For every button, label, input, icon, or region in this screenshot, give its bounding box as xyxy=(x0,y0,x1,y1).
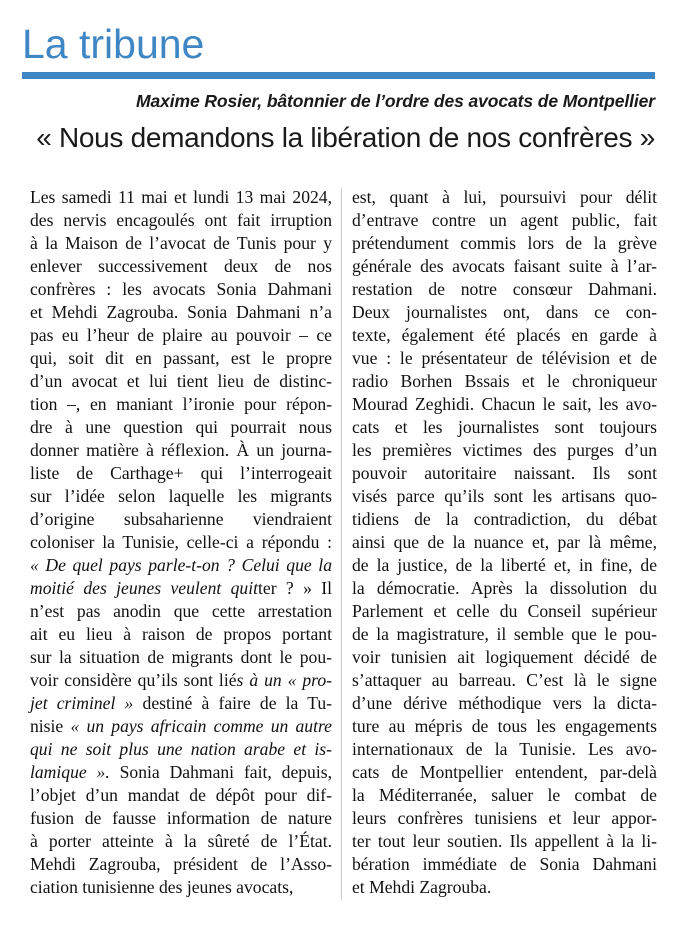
article-line: enlever successivement deux de nos xyxy=(30,256,332,276)
article-line: les premières victimes des purges d’un xyxy=(352,440,657,460)
article-line: radio Borhen Bssais et le chroniqueur xyxy=(352,371,657,391)
article-headline: « Nous demandons la libération de nos confrères » xyxy=(36,122,655,153)
article-line: qui, soit dit en passant, est le propre xyxy=(30,348,332,368)
article-line: tidiens de la contradiction, du débat xyxy=(352,509,657,529)
article-line: générale des avocats faisant suite à l’ar- xyxy=(352,256,657,276)
article-line: d’un avocat et lui tient lieu de distinc- xyxy=(30,371,332,391)
article-line: Mourad Zeghidi. Chacun le sait, les avo- xyxy=(352,394,657,414)
article-line: de la magistrature, il semble que le pou- xyxy=(352,624,657,644)
article-column-right xyxy=(352,186,657,899)
article-line: à la Maison de l’avocat de Tunis pour y xyxy=(30,233,332,253)
article-line: lamique ». Sonia Dahmani fait, depuis, xyxy=(30,762,332,782)
article-line: confrères : les avocats Sonia Dahmani xyxy=(30,279,332,299)
article-line: sur la situation de migrants dont le pou- xyxy=(30,647,332,667)
article-line: la démocratie. Après la dissolution du xyxy=(352,578,657,598)
article-line: ciation tunisienne des jeunes avocats, xyxy=(30,877,294,897)
article-column-left xyxy=(30,186,332,899)
article-line: et Mehdi Zagrouba. Sonia Dahmani n’a xyxy=(30,302,332,322)
article-line: voir considère qu’ils sont liés à un « pro- xyxy=(30,670,332,690)
section-rule xyxy=(22,72,655,79)
article-line: ture au mépris de tous les engagements xyxy=(352,716,657,736)
article-line: sur l’idée selon laquelle les migrants xyxy=(30,486,332,506)
article-line: coloniser la Tunisie, celle-ci a répondu : xyxy=(30,532,332,552)
article-line: pouvoir autoritaire naissant. Ils sont xyxy=(352,463,657,483)
article-line: texte, également été placés en garde à xyxy=(352,325,657,345)
article-line: s’attaquer au barreau. C’est là le signe xyxy=(352,670,657,690)
article-line: Parlement et celle du Conseil supérieur xyxy=(352,601,657,621)
article-line: moitié des jeunes veulent quitter ? » Il xyxy=(30,578,332,598)
article-line: à porter atteinte à la sûreté de l’État. xyxy=(30,831,332,851)
article-line: « De quel pays parle-t-on ? Celui que la xyxy=(30,555,332,575)
article-line: donner matière à réflexion. À un journa- xyxy=(30,440,332,460)
article-line: la Méditerranée, saluer le combat de xyxy=(352,785,657,805)
article-line: leurs confrères tunisiens et leur appor- xyxy=(352,808,657,828)
article-line: ter tout leur soutien. Ils appellent à la li- xyxy=(352,831,657,851)
article-line: visés parce qu’ils sont les artisans quo- xyxy=(352,486,657,506)
article-line: jet criminel » destiné à faire de la Tu- xyxy=(30,693,332,713)
article-line: bération immédiate de Sonia Dahmani xyxy=(352,854,657,874)
article-line: tion –, en maniant l’ironie pour répon- xyxy=(30,394,332,414)
article-line: internationaux de la Tunisie. Les avo- xyxy=(352,739,657,759)
article-line: Deux journalistes ont, dans ce con- xyxy=(352,302,657,322)
article-line: d’entrave contre un agent public, fait xyxy=(352,210,657,230)
article-line: est, quant à lui, poursuivi pour délit xyxy=(352,187,657,207)
article-line: fusion de fausse information de nature xyxy=(30,808,332,828)
article-line: vue : le présentateur de télévision et de xyxy=(352,348,657,368)
article-line: l’objet d’un mandat de dépôt pour dif- xyxy=(30,785,332,805)
article-line: cats et les journalistes sont toujours xyxy=(352,417,657,437)
section-rubric: La tribune xyxy=(22,21,205,67)
article-line: Les samedi 11 mai et lundi 13 mai 2024, xyxy=(30,187,332,207)
article-line: voir tunisien ait logiquement décidé de xyxy=(352,647,657,667)
article-line: restation de notre consœur Dahmani. xyxy=(352,279,657,299)
article-line: ait eu lieu à raison de propos portant xyxy=(30,624,332,644)
article-line: nisie « un pays africain comme un autre xyxy=(30,716,332,736)
author-byline: Maxime Rosier, bâtonnier de l’ordre des avocats de Montpellier xyxy=(136,91,655,111)
article-line: d’origine subsaharienne viendraient xyxy=(30,509,332,529)
article-line: cats de Montpellier entendent, par-delà xyxy=(352,762,657,782)
article-line: Mehdi Zagrouba, président de l’Asso- xyxy=(30,854,332,874)
article-line: liste de Carthage+ qui l’interrogeait xyxy=(30,463,332,483)
article-line: des nervis encagoulés ont fait irruption xyxy=(30,210,332,230)
article-line: ainsi que de la nuance et, par là même, xyxy=(352,532,657,552)
article-line: prétendument commis lors de la grève xyxy=(352,233,657,253)
article-line: pas eu l’heur de plaire au pouvoir – ce xyxy=(30,325,332,345)
article-line: dre à une question qui pourrait nous xyxy=(30,417,332,437)
article-line: qui ne soit plus une nation arabe et is- xyxy=(30,739,332,759)
article-line: n’est pas anodin que cette arrestation xyxy=(30,601,332,621)
article-line: et Mehdi Zagrouba. xyxy=(352,877,492,897)
column-divider xyxy=(341,188,342,900)
article-line: de la justice, de la liberté et, in fine, de xyxy=(352,555,657,575)
article-line: d’une dérive méthodique vers la dicta- xyxy=(352,693,657,713)
